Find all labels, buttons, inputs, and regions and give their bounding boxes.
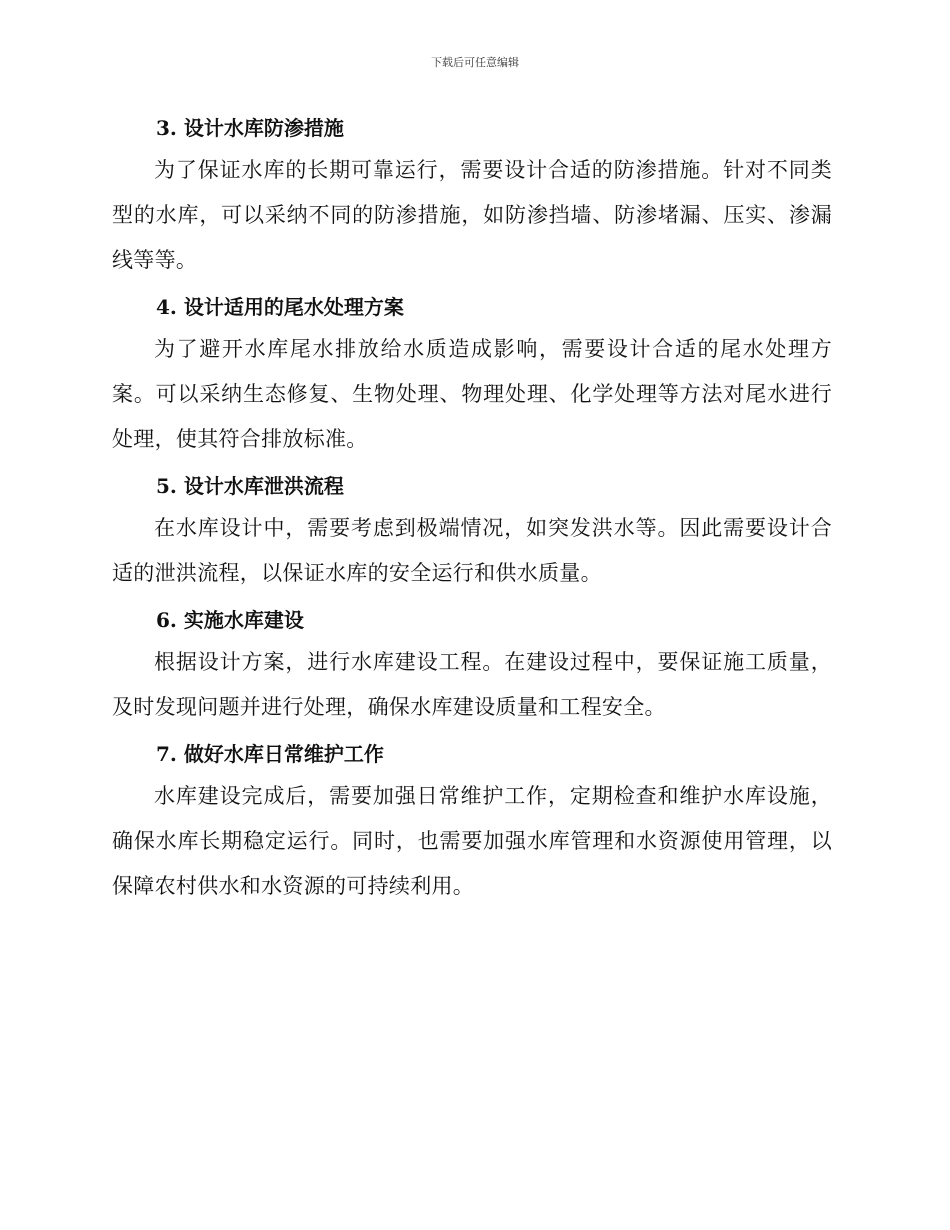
section-heading: 4. 设计适用的尾水处理方案 xyxy=(156,295,404,319)
section-heading: 6. 实施水库建设 xyxy=(156,608,304,632)
document-content xyxy=(112,108,832,913)
section-7 xyxy=(112,734,832,909)
section-paragraph: 水库建设完成后，需要加强日常维护工作，定期检查和维护水库设施，确保水库长期稳定运行。同时，也需要加强水库管理和水资源使用管理，以保障农村供水和水资源的可持续利用。 xyxy=(112,784,832,898)
section-4 xyxy=(112,287,832,462)
section-heading: 3. 设计水库防渗措施 xyxy=(156,116,344,140)
header-note: 下载后可任意编辑 xyxy=(431,56,519,69)
section-heading: 7. 做好水库日常维护工作 xyxy=(156,742,384,766)
section-paragraph: 为了保证水库的长期可靠运行，需要设计合适的防渗措施。针对不同类型的水库，可以采纳不同的防渗措施，如防渗挡墙、防渗堵漏、压实、渗漏线等等。 xyxy=(112,158,832,272)
section-5 xyxy=(112,466,832,596)
section-heading: 5. 设计水库泄洪流程 xyxy=(156,474,344,498)
section-paragraph: 在水库设计中，需要考虑到极端情况，如突发洪水等。因此需要设计合适的泄洪流程，以保证水库的安全运行和供水质量。 xyxy=(112,516,832,585)
section-6 xyxy=(112,600,832,730)
section-paragraph: 为了避开水库尾水排放给水质造成影响，需要设计合适的尾水处理方案。可以采纳生态修复、生物处理、物理处理、化学处理等方法对尾水进行处理，使其符合排放标准。 xyxy=(112,337,832,451)
section-3 xyxy=(112,108,832,283)
section-paragraph: 根据设计方案，进行水库建设工程。在建设过程中，要保证施工质量，及时发现问题并进行处理，确保水库建设质量和工程安全。 xyxy=(112,650,832,719)
